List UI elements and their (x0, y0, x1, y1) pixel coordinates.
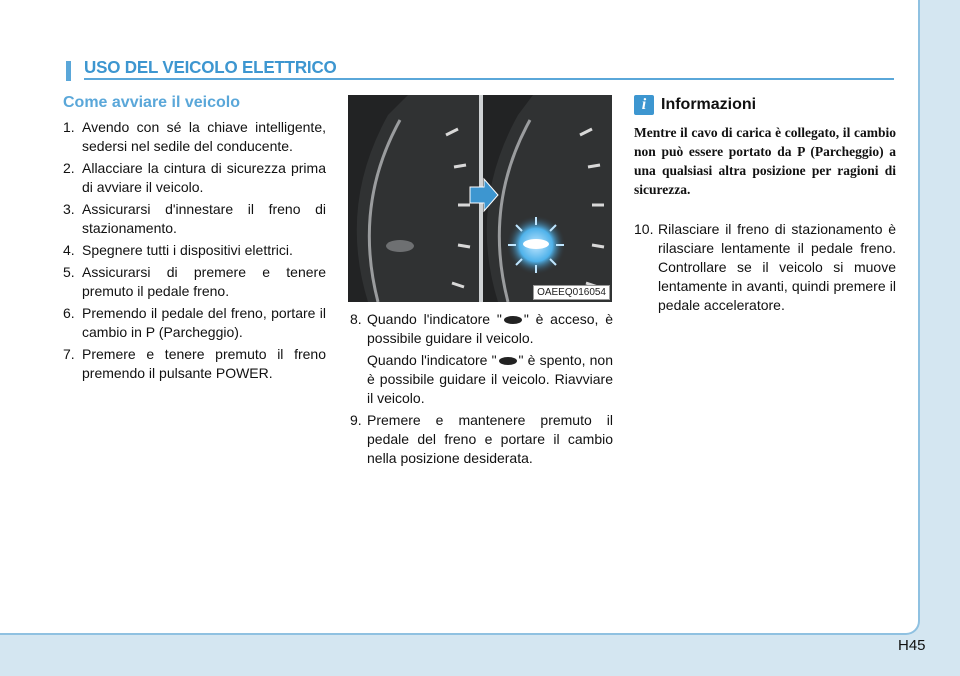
step-text: Spegnere tutti i dispositivi elettrici. (82, 242, 293, 258)
step-number: 10. (634, 221, 654, 237)
car-indicator-icon (502, 314, 524, 326)
step-text: Quando l'indicatore " (367, 352, 497, 368)
step-text: Avendo con sé la chiave intelligente, sedersi nel sedile del conducente. (82, 119, 326, 154)
step-text: Assicurarsi di premere e tenere premuto il pedale freno. (82, 264, 326, 299)
step-text: Premendo il pedale del freno, portare il cambio in P (Parcheggio). (82, 305, 326, 340)
header-rule (84, 78, 894, 80)
step-paragraph (367, 351, 613, 408)
step-number: 2. (63, 160, 75, 176)
info-icon: i (634, 95, 654, 115)
list-item (63, 304, 326, 342)
info-header (634, 95, 896, 115)
car-indicator-off-icon (386, 240, 414, 252)
header-accent-bar (66, 61, 71, 81)
step-body (367, 310, 613, 408)
dashboard-figure (348, 95, 612, 302)
step-number: 7. (63, 346, 75, 362)
list-item (350, 411, 613, 468)
list-item (63, 263, 326, 301)
cluster-illustration (348, 95, 612, 302)
list-item (63, 200, 326, 238)
page-number: H45 (898, 637, 926, 654)
step-text: Premere e tenere premuto il freno premendo il pulsante POWER. (82, 346, 326, 381)
step-text: Premere e mantenere premuto il pedale del freno e portare il cambio nella posizione desiderata. (367, 412, 613, 466)
car-indicator-on-icon (506, 215, 566, 275)
list-item (63, 345, 326, 383)
list-item (63, 241, 326, 260)
step-paragraph (367, 310, 613, 348)
info-title: Informazioni (661, 96, 757, 113)
step-text: Rilasciare il freno di stazionamento è rilasciare lentamente il pedale freno. Controllare se il veicolo si muove lentamente in avanti, quindi premere il pedale acceleratore. (658, 221, 896, 313)
list-item (63, 118, 326, 156)
step-text: " è acceso, è possibile guidare il veicolo. (367, 311, 613, 346)
car-indicator-icon (497, 355, 519, 367)
step-text: " è spento, non è possibile guidare il veicolo. Riavviare il veicolo. (367, 352, 613, 406)
step-number: 4. (63, 242, 75, 258)
step-number: 8. (350, 311, 362, 327)
step-text: Allacciare la cintura di sicurezza prima di avviare il veicolo. (82, 160, 326, 195)
right-column (634, 95, 896, 315)
step-text: Quando l'indicatore " (367, 311, 502, 327)
step-number: 1. (63, 119, 75, 135)
steps-list (63, 118, 326, 383)
section-title: Come avviare il veicolo (63, 94, 240, 111)
step-number: 6. (63, 305, 75, 321)
step-number: 3. (63, 201, 75, 217)
figure-code: OAEEQ016054 (533, 285, 610, 300)
list-item (634, 220, 896, 315)
step-number: 9. (350, 412, 362, 428)
step-text: Assicurarsi d'innestare il freno di stazionamento. (82, 201, 326, 236)
step-number: 5. (63, 264, 75, 280)
middle-column (350, 310, 613, 471)
left-column (63, 94, 326, 386)
list-item (63, 159, 326, 197)
chapter-title: USO DEL VEICOLO ELETTRICO (84, 57, 337, 78)
list-item (350, 310, 613, 408)
info-text: Mentre il cavo di carica è collegato, il cambio non può essere portato da P (Parcheggio) a una qualsiasi altra posizione per ragioni di sicurezza. (634, 125, 896, 197)
